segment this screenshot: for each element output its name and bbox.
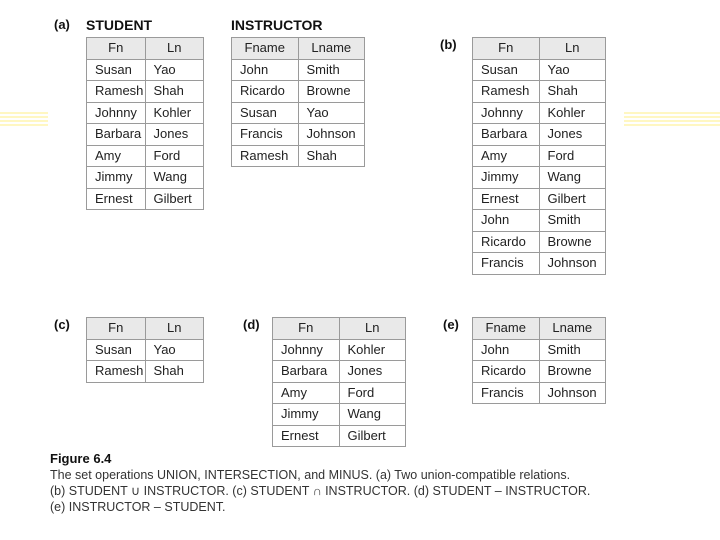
table-row bbox=[273, 339, 406, 361]
table-cell: Susan bbox=[87, 59, 146, 81]
table-cell: Kohler bbox=[539, 102, 606, 124]
table-cell: Amy bbox=[473, 145, 540, 167]
part-label-e: (e) bbox=[443, 317, 459, 332]
table-row bbox=[232, 102, 365, 124]
table-row bbox=[473, 102, 606, 124]
table-cell: Amy bbox=[273, 382, 340, 404]
table-cell: Amy bbox=[87, 145, 146, 167]
table-row bbox=[87, 102, 204, 124]
table-cell: Browne bbox=[539, 361, 606, 383]
union-table bbox=[472, 37, 606, 275]
part-label-b: (b) bbox=[440, 37, 457, 52]
table-cell: Francis bbox=[232, 124, 299, 146]
table-cell: Johnny bbox=[273, 339, 340, 361]
part-label-c: (c) bbox=[54, 317, 70, 332]
table-cell: Johnny bbox=[473, 102, 540, 124]
table-cell: Barbara bbox=[273, 361, 340, 383]
table-row bbox=[87, 81, 204, 103]
table-row bbox=[473, 81, 606, 103]
table-cell: Wang bbox=[339, 404, 406, 426]
table-cell: Jones bbox=[339, 361, 406, 383]
table-row bbox=[232, 124, 365, 146]
table-cell: Gilbert bbox=[539, 188, 606, 210]
table-header-row bbox=[273, 318, 406, 340]
table-cell: Smith bbox=[539, 210, 606, 232]
table-row bbox=[87, 188, 204, 210]
table-row bbox=[87, 145, 204, 167]
part-label-a: (a) bbox=[54, 17, 70, 32]
table-header-row bbox=[87, 38, 204, 60]
caption-line-1: The set operations UNION, INTERSECTION, and MINUS. (a) Two union-compatible relations. bbox=[50, 468, 571, 482]
column-header: Ln bbox=[145, 318, 204, 340]
caption-line-3: (e) INSTRUCTOR – STUDENT. bbox=[50, 500, 226, 514]
table-cell: Wang bbox=[539, 167, 606, 189]
table-row bbox=[473, 361, 606, 383]
table-cell: Ramesh bbox=[87, 361, 146, 383]
decorative-bar-left bbox=[0, 112, 48, 126]
table-cell: John bbox=[473, 339, 540, 361]
table-cell: Yao bbox=[298, 102, 365, 124]
table-row bbox=[273, 404, 406, 426]
table-cell: Jimmy bbox=[273, 404, 340, 426]
column-header: Lname bbox=[539, 318, 606, 340]
table-cell: Gilbert bbox=[145, 188, 204, 210]
table-cell: Ricardo bbox=[473, 231, 540, 253]
table-cell: Yao bbox=[145, 339, 204, 361]
column-header: Fn bbox=[273, 318, 340, 340]
table-cell: Ramesh bbox=[232, 145, 299, 167]
table-row bbox=[473, 124, 606, 146]
caption-line-2: (b) STUDENT ∪ INSTRUCTOR. (c) STUDENT ∩ INSTRUCTOR. (d) STUDENT – INSTRUCTOR. bbox=[50, 484, 591, 498]
table-cell: Ford bbox=[145, 145, 204, 167]
table-cell: Ford bbox=[539, 145, 606, 167]
table-row bbox=[232, 81, 365, 103]
column-header: Lname bbox=[298, 38, 365, 60]
instructor-minus-student-table bbox=[472, 317, 606, 404]
table-row bbox=[473, 339, 606, 361]
table-header-row bbox=[473, 318, 606, 340]
table-row bbox=[473, 167, 606, 189]
table-cell: Browne bbox=[298, 81, 365, 103]
column-header: Ln bbox=[339, 318, 406, 340]
table-cell: Ricardo bbox=[232, 81, 299, 103]
column-header: Ln bbox=[145, 38, 204, 60]
part-label-d: (d) bbox=[243, 317, 260, 332]
table-cell: Ricardo bbox=[473, 361, 540, 383]
table-row bbox=[87, 124, 204, 146]
table-cell: Smith bbox=[539, 339, 606, 361]
table-row bbox=[87, 339, 204, 361]
student-minus-instructor-table bbox=[272, 317, 406, 447]
table-cell: Shah bbox=[298, 145, 365, 167]
table-cell: Ernest bbox=[473, 188, 540, 210]
column-header: Fn bbox=[87, 38, 146, 60]
table-cell: Yao bbox=[145, 59, 204, 81]
table-cell: Ford bbox=[339, 382, 406, 404]
figure-caption bbox=[50, 451, 690, 515]
table-cell: Susan bbox=[87, 339, 146, 361]
table-row bbox=[87, 59, 204, 81]
table-cell: Kohler bbox=[145, 102, 204, 124]
instructor-title: INSTRUCTOR bbox=[231, 17, 323, 33]
table-row bbox=[473, 59, 606, 81]
table-header-row bbox=[87, 318, 204, 340]
table-cell: Johnson bbox=[298, 124, 365, 146]
column-header: Fname bbox=[473, 318, 540, 340]
instructor-table bbox=[231, 37, 365, 167]
table-cell: Shah bbox=[145, 81, 204, 103]
column-header: Fn bbox=[473, 38, 540, 60]
table-row bbox=[473, 253, 606, 275]
table-cell: Browne bbox=[539, 231, 606, 253]
table-cell: Francis bbox=[473, 253, 540, 275]
table-row bbox=[473, 231, 606, 253]
table-cell: Jimmy bbox=[87, 167, 146, 189]
column-header: Fname bbox=[232, 38, 299, 60]
table-cell: Ernest bbox=[87, 188, 146, 210]
table-cell: Johnson bbox=[539, 253, 606, 275]
table-cell: Wang bbox=[145, 167, 204, 189]
table-cell: Ramesh bbox=[87, 81, 146, 103]
student-title: STUDENT bbox=[86, 17, 153, 33]
table-cell: Shah bbox=[145, 361, 204, 383]
table-cell: Jones bbox=[539, 124, 606, 146]
table-cell: Johnny bbox=[87, 102, 146, 124]
table-row bbox=[273, 361, 406, 383]
table-row bbox=[87, 361, 204, 383]
intersection-table bbox=[86, 317, 204, 383]
column-header: Ln bbox=[539, 38, 606, 60]
table-cell: Jimmy bbox=[473, 167, 540, 189]
table-cell: Susan bbox=[473, 59, 540, 81]
table-cell: Shah bbox=[539, 81, 606, 103]
table-row bbox=[232, 145, 365, 167]
table-row bbox=[273, 382, 406, 404]
table-row bbox=[473, 210, 606, 232]
table-header-row bbox=[232, 38, 365, 60]
column-header: Fn bbox=[87, 318, 146, 340]
student-table bbox=[86, 37, 204, 210]
table-cell: Smith bbox=[298, 59, 365, 81]
decorative-bar-right bbox=[624, 112, 720, 126]
table-row bbox=[273, 425, 406, 447]
table-row bbox=[473, 382, 606, 404]
table-cell: Barbara bbox=[473, 124, 540, 146]
table-cell: Yao bbox=[539, 59, 606, 81]
table-cell: Francis bbox=[473, 382, 540, 404]
table-cell: Jones bbox=[145, 124, 204, 146]
table-cell: John bbox=[232, 59, 299, 81]
table-row bbox=[473, 188, 606, 210]
table-row bbox=[232, 59, 365, 81]
table-cell: John bbox=[473, 210, 540, 232]
table-header-row bbox=[473, 38, 606, 60]
table-cell: Barbara bbox=[87, 124, 146, 146]
table-cell: Johnson bbox=[539, 382, 606, 404]
table-cell: Kohler bbox=[339, 339, 406, 361]
table-row bbox=[473, 145, 606, 167]
caption-title: Figure 6.4 bbox=[50, 451, 112, 466]
table-cell: Gilbert bbox=[339, 425, 406, 447]
table-cell: Ramesh bbox=[473, 81, 540, 103]
table-row bbox=[87, 167, 204, 189]
table-cell: Ernest bbox=[273, 425, 340, 447]
table-cell: Susan bbox=[232, 102, 299, 124]
